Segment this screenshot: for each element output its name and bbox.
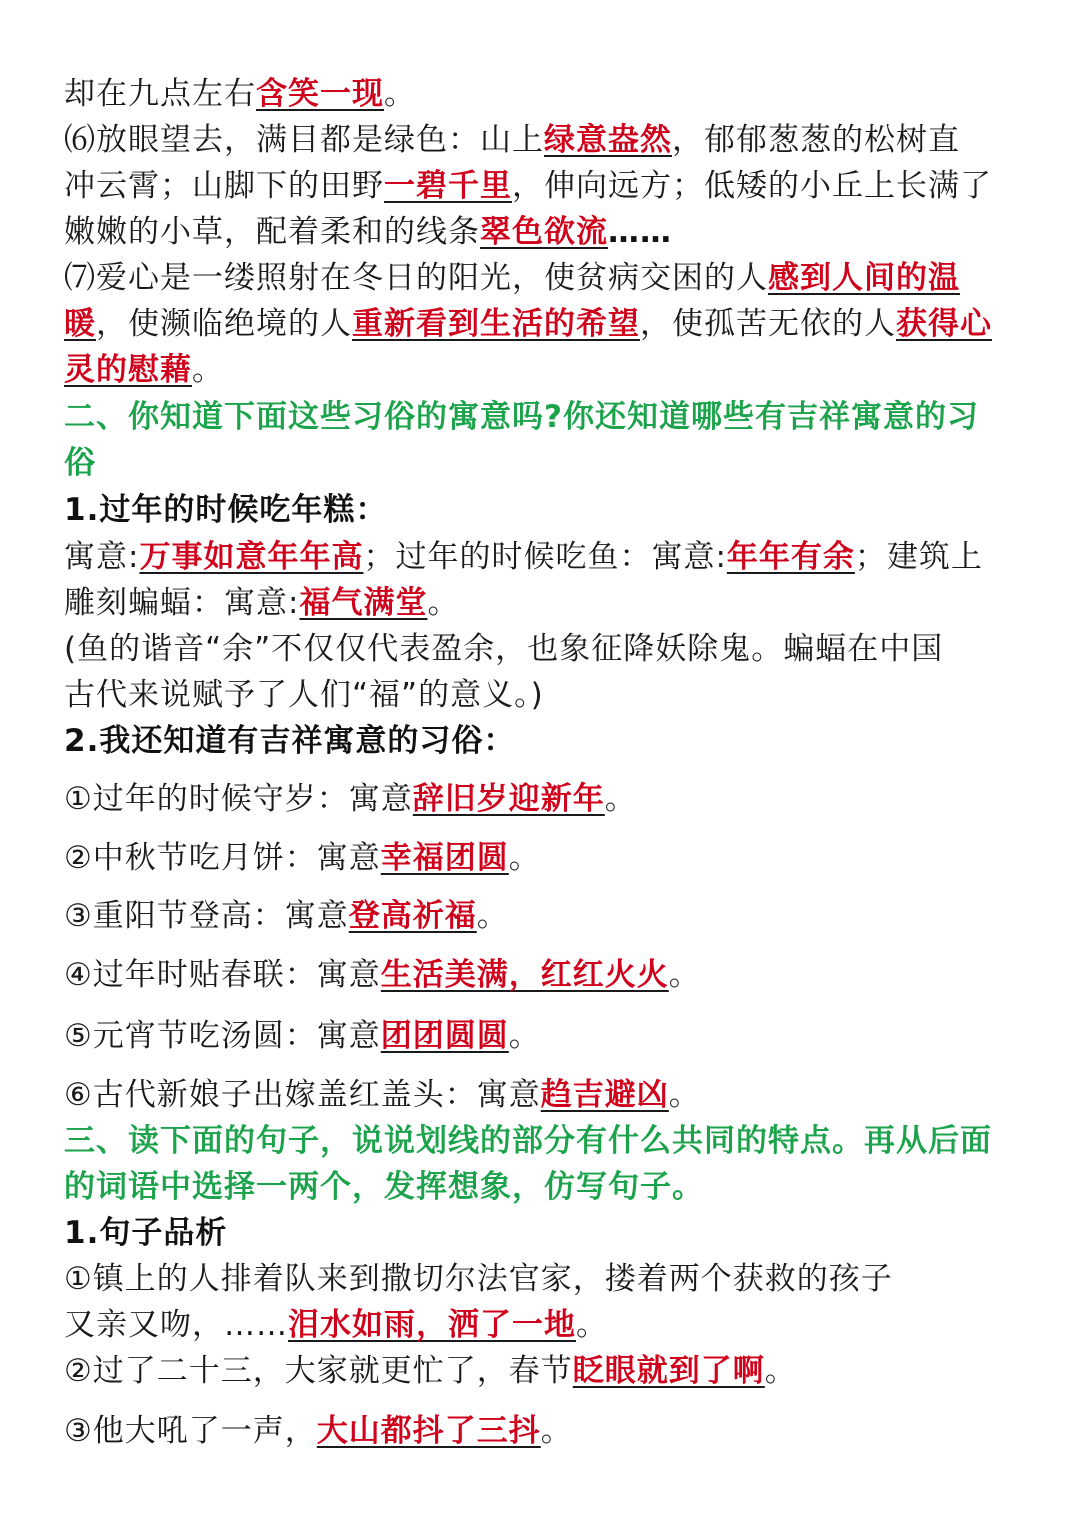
list-item (64, 1411, 573, 1451)
plain-text: 。 (427, 585, 460, 621)
plain-text: 。 (508, 840, 541, 876)
list-item (64, 896, 509, 936)
answer-text: 含笑一现 (256, 76, 384, 112)
answer-text: 暖 (64, 306, 96, 342)
plain-text: 。 (764, 1353, 797, 1389)
text-line (64, 350, 224, 390)
list-item (64, 838, 541, 878)
plain-text: 。 (476, 898, 509, 934)
plain-text: ④过年时贴春联：寓意 (64, 957, 381, 993)
plain-text: 。 (668, 1077, 701, 1113)
plain-text: ①镇上的人排着队来到撒切尔法官家，搂着两个获救的孩子 (64, 1261, 893, 1297)
plain-text: ②过了二十三，大家就更忙了，春节 (64, 1353, 573, 1389)
plain-text: 。 (540, 1413, 573, 1449)
subheading: 1.句子品析 (64, 1215, 228, 1251)
text-line (64, 304, 992, 344)
plain-text: 。 (192, 352, 224, 388)
plain-text: ⑹放眼望去，满目都是绿色：山上 (64, 122, 544, 158)
plain-text: 。 (576, 1307, 608, 1343)
plain-text: 。 (508, 1018, 541, 1054)
plain-text: ，使孤苦无依的人 (640, 306, 896, 342)
answer-text: 翠色欲流 (480, 214, 608, 250)
answer-text: 生活美满，红红火火 (380, 957, 669, 993)
section-heading: 二、你知道下面这些习俗的寓意吗?你还知道哪些有吉祥寓意的习 (64, 399, 979, 435)
list-item (64, 955, 701, 995)
plain-text: 雕刻蝙蝠：寓意: (64, 585, 300, 621)
text-line (64, 583, 459, 623)
plain-text: ③他大吼了一声， (64, 1413, 317, 1449)
note-line: 古代来说赋予了人们“福”的意义。) (64, 677, 544, 713)
answer-text: 泪水如雨，洒了一地 (288, 1307, 576, 1343)
plain-text: ；建筑上 (854, 539, 983, 575)
section-heading: 俗 (64, 445, 96, 481)
answer-text: 重新看到生活的希望 (352, 306, 640, 342)
answer-text: 灵的慰藉 (64, 352, 192, 388)
text-line (64, 166, 992, 206)
answer-text: 绿意盎然 (544, 122, 672, 158)
plain-text: ，使濒临绝境的人 (96, 306, 352, 342)
text-line (64, 537, 983, 577)
plain-text: ②中秋节吃月饼：寓意 (64, 840, 381, 876)
subheading: 2.我还知道有吉祥寓意的习俗： (64, 723, 516, 759)
plain-text: 。 (384, 76, 416, 112)
answer-text: 眨眼就到了啊 (572, 1353, 765, 1389)
plain-text: 。 (668, 957, 701, 993)
plain-text: ⑺爱心是一缕照射在冬日的阳光，使贫病交困的人 (64, 260, 768, 296)
plain-text: ，伸向远方；低矮的小丘上长满了 (512, 168, 992, 204)
list-item (64, 1351, 797, 1391)
plain-text: 。 (604, 781, 637, 817)
answer-text: 获得心 (896, 306, 992, 342)
plain-text: 又亲又吻，…… (64, 1307, 288, 1343)
list-item (64, 1075, 701, 1115)
plain-text: 嫩嫩的小草，配着柔和的线条 (64, 214, 480, 250)
answer-text: 登高祈福 (348, 898, 477, 934)
plain-text: ⑥古代新娘子出嫁盖红盖头：寓意 (64, 1077, 541, 1113)
plain-text: ，郁郁葱葱的松树直 (672, 122, 960, 158)
list-item (64, 779, 637, 819)
plain-text: ③重阳节登高：寓意 (64, 898, 349, 934)
plain-text: ⑤元宵节吃汤圆：寓意 (64, 1018, 381, 1054)
answer-text: 福气满堂 (299, 585, 428, 621)
plain-text: 冲云霄；山脚下的田野 (64, 168, 384, 204)
answer-text: 年年有余 (726, 539, 855, 575)
list-item (64, 1259, 893, 1299)
text-line (64, 1305, 608, 1345)
text-line (64, 212, 672, 252)
answer-text: 幸福团圆 (380, 840, 509, 876)
answer-text: 万事如意年年高 (139, 539, 364, 575)
plain-text: ；过年的时候吃鱼：寓意: (363, 539, 727, 575)
answer-text: 感到人间的温 (768, 260, 960, 296)
text-line (64, 258, 960, 298)
section-heading: 的词语中选择一两个，发挥想象，仿写句子。 (64, 1169, 704, 1205)
text-line (64, 120, 960, 160)
plain-text: ①过年的时候守岁：寓意 (64, 781, 413, 817)
list-item (64, 1016, 541, 1056)
subheading: 1.过年的时候吃年糕： (64, 492, 388, 528)
answer-text: 团团圆圆 (380, 1018, 509, 1054)
note-line: (鱼的谐音“余”不仅仅代表盈余，也象征降妖除鬼。蝙蝠在中国 (64, 631, 944, 667)
answer-text: 一碧千里 (384, 168, 512, 204)
plain-text: 却在九点左右 (64, 76, 256, 112)
plain-text: …… (608, 214, 672, 250)
answer-text: 辞旧岁迎新年 (412, 781, 605, 817)
section-heading: 三、读下面的句子，说说划线的部分有什么共同的特点。再从后面 (64, 1123, 992, 1159)
answer-text: 趋吉避凶 (540, 1077, 669, 1113)
plain-text: 寓意: (64, 539, 140, 575)
answer-text: 大山都抖了三抖 (316, 1413, 541, 1449)
text-line (64, 74, 416, 114)
